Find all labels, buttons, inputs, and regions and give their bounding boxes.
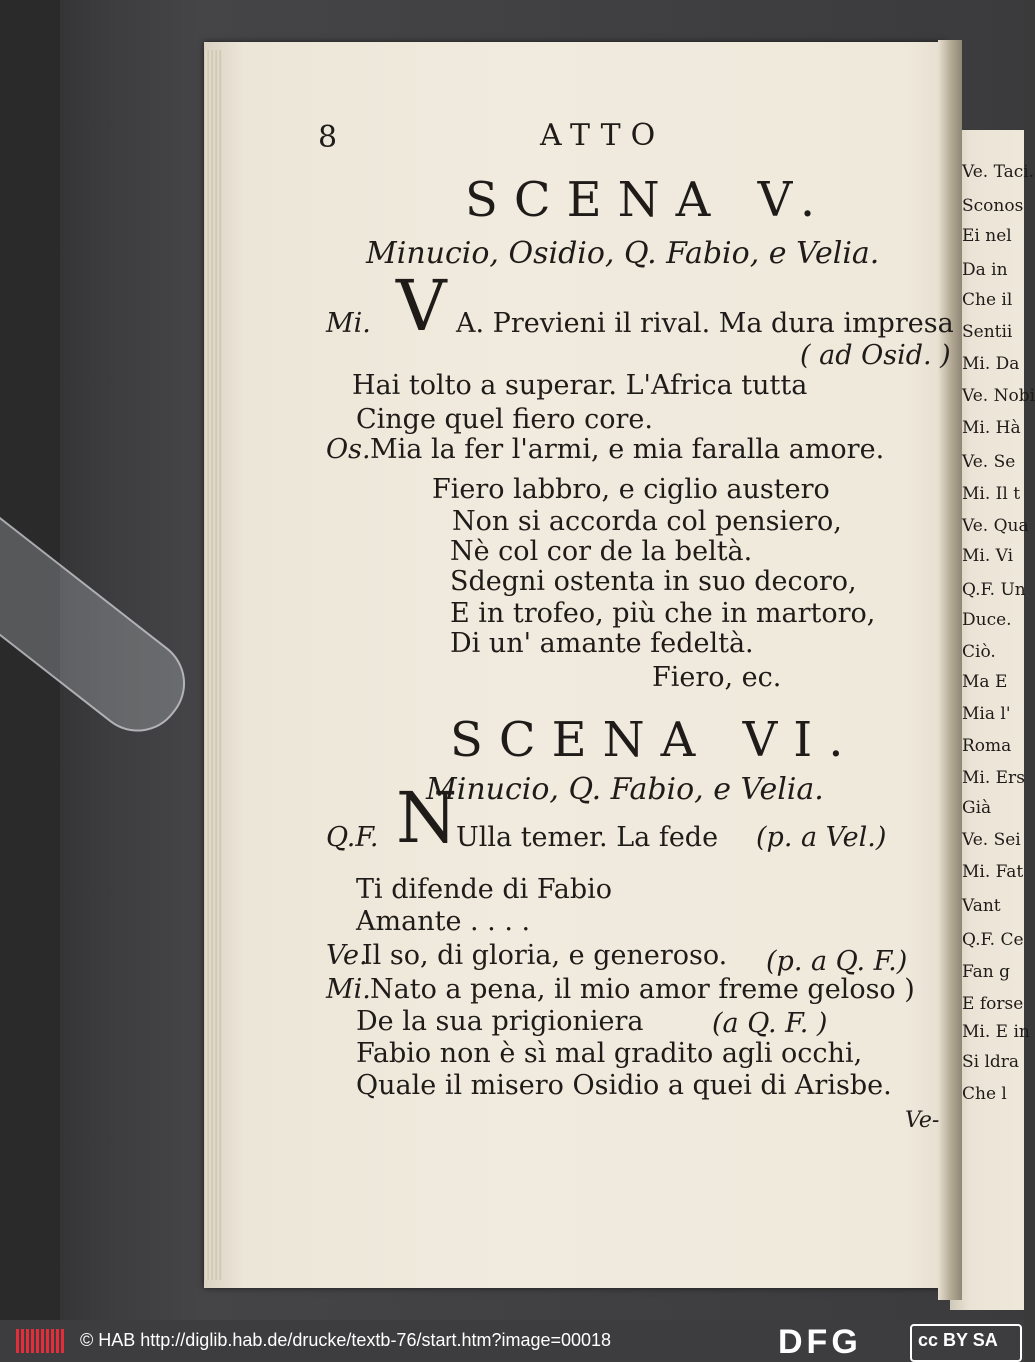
facing-page-fragment: Ma E (962, 672, 1008, 692)
stage-direction: (a Q. F. ) (712, 1008, 828, 1039)
page-number: 8 (318, 120, 338, 155)
verse-line: Nato a pena, il mio amor freme geloso ) (370, 974, 915, 1005)
facing-page-fragment: Mi. Da (962, 354, 1020, 374)
verse-line: De la sua prigioniera (356, 1006, 644, 1037)
facing-page-fragment: Ve. Sei (962, 830, 1021, 850)
facing-page-fragment: Ve. Taci. (962, 162, 1035, 182)
cc-license-badge[interactable] (910, 1324, 1022, 1362)
aria-refrain: Fiero, ec. (652, 662, 782, 693)
facing-page-fragment: Vant (962, 896, 1001, 916)
page-edge-stack (204, 50, 222, 1280)
facing-page-fragment: Già (962, 798, 992, 818)
facing-page-fragment: Che il (962, 290, 1013, 310)
speaker-label: Ve. (326, 940, 368, 971)
facing-page-fragment: Ve. Nobi (962, 386, 1035, 406)
stage-direction: (p. a Vel.) (756, 822, 887, 853)
aria-line: Di un' amante fedeltà. (450, 628, 754, 659)
verse-line: Hai tolto a superar. L'Africa tutta (352, 370, 808, 401)
scene-cast: Minucio, Osidio, Q. Fabio, e Velia. (366, 236, 880, 271)
license-label: cc BY SA (918, 1330, 998, 1350)
verse-line: Mia la fer l'armi, e mia faralla amore. (370, 434, 885, 465)
scene-title: SCENA V. (465, 172, 832, 228)
facing-page-fragment: Ei nel (962, 226, 1012, 246)
verse-line: Quale il misero Osidio a quei di Arisbe. (356, 1070, 892, 1101)
viewer-footer (0, 1320, 1024, 1362)
facing-page-fragment: Mi. Fat (962, 862, 1024, 882)
drop-cap: N (396, 777, 458, 859)
facing-page-fragment: Roma (962, 736, 1012, 756)
scene-title: SCENA VI. (450, 712, 860, 768)
running-head: ATTO (540, 118, 666, 153)
scene-cast: Minucio, Q. Fabio, e Velia. (426, 772, 824, 807)
facing-page-fragment: Q.F. Un (962, 580, 1026, 600)
catchword: Ve- (905, 1108, 940, 1133)
hab-logo-icon (16, 1329, 64, 1353)
facing-page-fragment: Da in (962, 260, 1008, 280)
facing-page-fragment: Ciò. (962, 642, 996, 662)
facing-page-fragment: Mi. Vi (962, 546, 1014, 566)
facing-page-fragment: Ve. Qua (962, 516, 1029, 536)
speaker-label: Mi. (326, 974, 371, 1005)
facing-page-fragment: E forse (962, 994, 1024, 1014)
facing-page-fragment: Mi. Ers (962, 768, 1025, 788)
facing-page-fragment: Mi. Il t (962, 484, 1021, 504)
aria-line: Sdegni ostenta in suo decoro, (450, 566, 857, 597)
source-link[interactable]: © HAB http://diglib.hab.de/drucke/textb-76/start.htm?image=00018 (80, 1330, 612, 1350)
stage-direction: ( ad Osid. ) (800, 340, 951, 371)
verse-line: Fabio non è sì mal gradito agli occhi, (356, 1038, 863, 1069)
facing-page-fragment: Sentii (962, 322, 1013, 342)
aria-line: Fiero labbro, e ciglio austero (432, 474, 830, 505)
facing-page-fragment: Che l (962, 1084, 1007, 1104)
speaker-label: Mi. (326, 308, 371, 339)
facing-page-fragment: Q.F. Ce (962, 930, 1024, 950)
aria-line: Non si accorda col pensiero, (452, 506, 842, 537)
speaker-label: Q.F. (326, 822, 379, 853)
dfg-logo: DFG (778, 1323, 862, 1361)
speaker-label: Os. (326, 434, 371, 465)
verse-line: Ulla temer. La fede (456, 822, 719, 853)
verse-line: Il so, di gloria, e generoso. (362, 940, 728, 971)
aria-line: E in trofeo, più che in martoro, (450, 598, 876, 629)
verse-line: A. Previeni il rival. Ma dura impresa (456, 308, 954, 339)
stage-direction: (p. a Q. F.) (766, 946, 908, 977)
drop-cap: V (396, 265, 447, 347)
book-page (204, 42, 946, 1288)
facing-page-fragment: Duce. (962, 610, 1012, 630)
verse-line: Cinge quel fiero core. (356, 404, 653, 435)
facing-page-fragment: Mi. E in (962, 1022, 1030, 1042)
aria-line: Nè col cor de la beltà. (450, 536, 753, 567)
facing-page-fragment: Mi. Hà (962, 418, 1021, 438)
facing-page-fragment: Mia l' (962, 704, 1011, 724)
facing-page-fragment: Ve. Se (962, 452, 1016, 472)
book-gutter (938, 40, 962, 1300)
facing-page-fragment: Sconos (962, 196, 1024, 216)
facing-page-fragment: Fan g (962, 962, 1011, 982)
verse-line: Amante . . . . (356, 906, 531, 937)
facing-page-fragment: Si ldra (962, 1052, 1020, 1072)
verse-line: Ti difende di Fabio (356, 874, 613, 905)
